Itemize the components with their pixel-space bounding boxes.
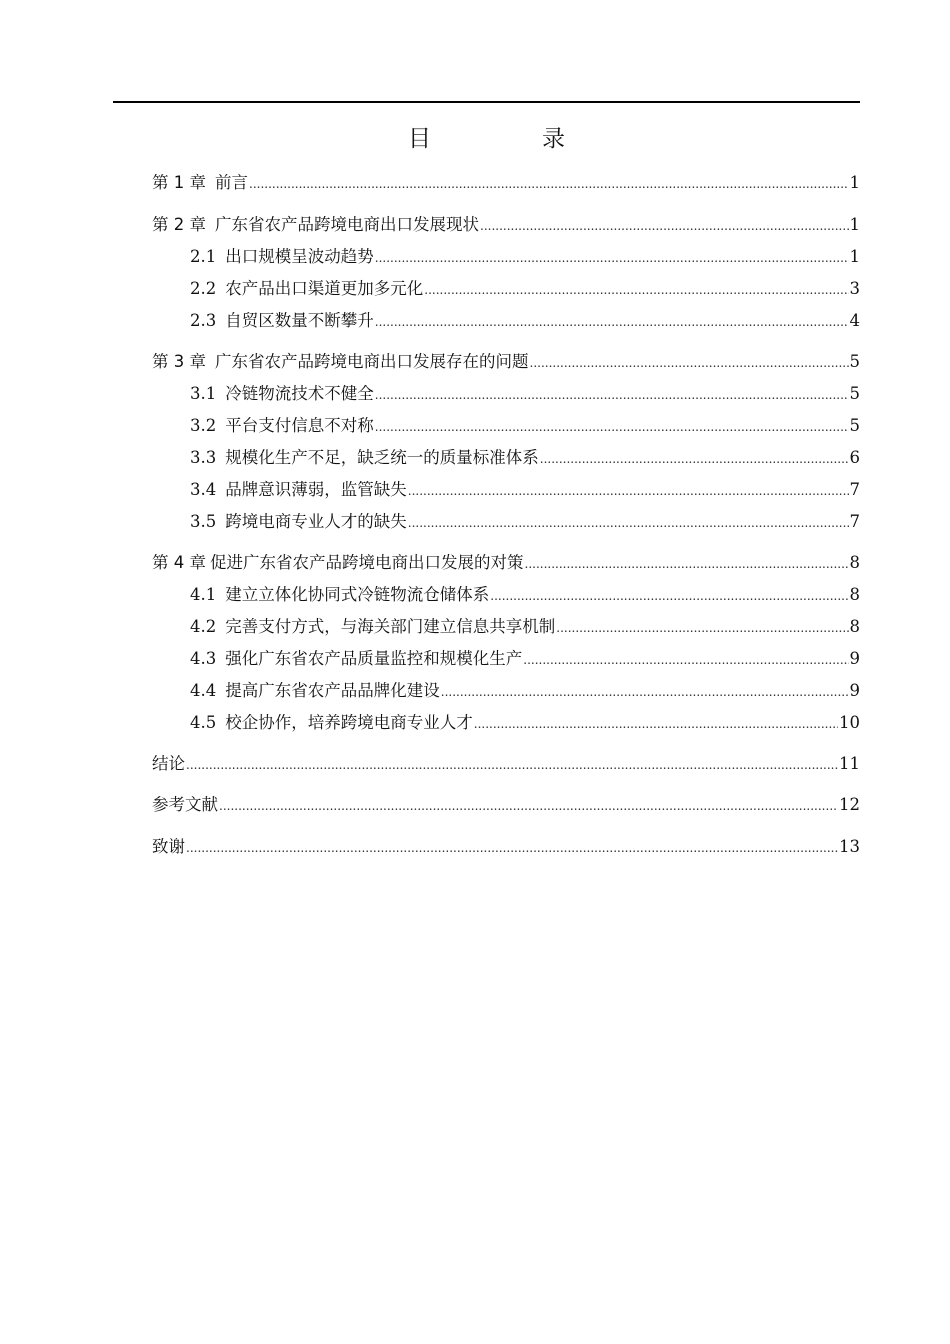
toc-entry-chapter-4[interactable]	[152, 551, 860, 576]
toc-title: 目 录	[408, 126, 609, 152]
toc-entry-text	[152, 793, 218, 817]
toc-entry-number: 第 2 章	[152, 215, 206, 234]
toc-dot-leader	[375, 310, 849, 334]
toc-entry-page: 9	[849, 681, 860, 700]
toc-entry-number: 3.2	[190, 416, 217, 435]
toc-entry-section-3-4[interactable]	[190, 478, 860, 503]
toc-entry-number: 2.1	[190, 247, 217, 266]
toc-entry-title: 冷链物流技术不健全	[225, 384, 374, 403]
toc-entry-page: 5	[849, 352, 860, 371]
toc-entry-text	[190, 615, 555, 639]
toc-dot-leader	[408, 479, 849, 503]
toc-entry-number: 3.4	[190, 480, 217, 499]
toc-entry-text	[190, 711, 473, 735]
toc-dot-leader	[219, 794, 838, 818]
toc-entry-section-3-1[interactable]	[190, 382, 860, 407]
toc-entry-page: 12	[839, 795, 860, 814]
toc-entry-text	[190, 309, 374, 333]
toc-dot-leader	[186, 753, 838, 777]
toc-entry-page: 6	[849, 448, 860, 467]
toc-entry-page: 8	[849, 553, 860, 572]
toc-entry-number: 3.1	[190, 384, 217, 403]
toc-dot-leader	[375, 383, 849, 407]
toc-entry-title: 建立立体化协同式冷链物流仓储体系	[225, 585, 490, 604]
toc-entry-title: 完善支付方式，与海关部门建立信息共享机制	[225, 617, 556, 636]
toc-entry-page: 13	[839, 837, 860, 856]
toc-entry-references[interactable]	[152, 793, 860, 818]
toc-entry-text	[190, 647, 522, 671]
toc-entry-section-4-4[interactable]	[190, 679, 860, 704]
toc-entry-page: 7	[849, 480, 860, 499]
toc-dot-leader	[375, 415, 849, 439]
toc-entry-page: 5	[849, 384, 860, 403]
toc-entry-page: 3	[849, 279, 860, 298]
toc-entry-page: 4	[849, 311, 860, 330]
toc-dot-leader	[480, 214, 849, 238]
toc-dot-leader	[375, 246, 849, 270]
toc-dot-leader	[186, 836, 838, 860]
toc-entry-text	[152, 551, 524, 575]
toc-entry-title: 规模化生产不足，缺乏统一的质量标准体系	[225, 448, 539, 467]
toc-entry-text	[152, 213, 479, 237]
toc-dot-leader	[525, 552, 849, 576]
toc-entry-number: 2.2	[190, 279, 217, 298]
toc-dot-leader	[530, 351, 849, 375]
toc-entry-page: 5	[849, 416, 860, 435]
toc-entry-page: 1	[849, 215, 860, 234]
toc-entry-section-3-2[interactable]	[190, 414, 860, 439]
toc-entry-title: 促进广东省农产品跨境电商出口发展的对策	[210, 553, 524, 572]
toc-entry-number: 3.5	[190, 512, 217, 531]
toc-entry-text	[190, 382, 374, 406]
toc-entry-text	[152, 835, 185, 859]
toc-entry-number: 第 4 章	[152, 553, 206, 572]
toc-entry-section-3-3[interactable]	[190, 446, 860, 471]
toc-entry-page: 8	[849, 617, 860, 636]
toc-entry-page: 1	[849, 173, 860, 192]
toc-entry-title: 结论	[152, 754, 185, 773]
toc-entry-number: 2.3	[190, 311, 217, 330]
toc-dot-leader	[523, 648, 848, 672]
toc-dot-leader	[424, 278, 848, 302]
toc-entry-number: 第 3 章	[152, 352, 206, 371]
toc-entry-section-4-3[interactable]	[190, 647, 860, 672]
toc-entry-page: 8	[849, 585, 860, 604]
toc-dot-leader	[249, 172, 849, 196]
toc-entry-page: 9	[849, 649, 860, 668]
toc-entry-chapter-2[interactable]	[152, 213, 860, 238]
toc-entry-text	[190, 478, 407, 502]
toc-entry-page: 1	[849, 247, 860, 266]
toc-dot-leader	[441, 680, 849, 704]
toc-dot-leader	[408, 511, 849, 535]
toc-entry-text	[190, 679, 440, 703]
toc-entry-title: 前言	[215, 173, 248, 192]
toc-entry-chapter-1[interactable]	[152, 171, 860, 196]
toc-entry-title: 广东省农产品跨境电商出口发展现状	[215, 215, 479, 234]
toc-entry-acknowledgements[interactable]	[152, 835, 860, 860]
toc-entry-title: 致谢	[152, 837, 185, 856]
toc-entry-title: 平台支付信息不对称	[225, 416, 374, 435]
toc-entry-title: 提高广东省农产品品牌化建设	[225, 681, 440, 700]
toc-entry-section-4-5[interactable]	[190, 711, 860, 736]
toc-entry-title: 农产品出口渠道更加多元化	[225, 279, 424, 298]
toc-entry-text	[190, 277, 423, 301]
toc-entry-title: 品牌意识薄弱，监管缺失	[225, 480, 407, 499]
toc-entry-page: 10	[839, 713, 860, 732]
toc-entry-page: 7	[849, 512, 860, 531]
toc-entry-title: 自贸区数量不断攀升	[225, 311, 374, 330]
toc-entry-title: 参考文献	[152, 795, 218, 814]
toc-entry-title: 校企协作，培养跨境电商专业人才	[225, 713, 473, 732]
toc-entry-text	[190, 510, 407, 534]
toc-entry-title: 强化广东省农产品质量监控和规模化生产	[225, 649, 523, 668]
toc-entry-title: 出口规模呈波动趋势	[225, 247, 374, 266]
toc-entry-page: 11	[839, 754, 860, 773]
toc-entry-number: 4.2	[190, 617, 217, 636]
toc-entry-number: 4.3	[190, 649, 217, 668]
toc-entry-number: 4.4	[190, 681, 217, 700]
toc-entry-text	[190, 446, 539, 470]
toc-entry-section-2-2[interactable]	[190, 277, 860, 302]
toc-entry-section-4-2[interactable]	[190, 615, 860, 640]
toc-entry-number: 4.5	[190, 713, 217, 732]
toc-dot-leader	[490, 584, 848, 608]
toc-dot-leader	[540, 447, 849, 471]
toc-entry-number: 3.3	[190, 448, 217, 467]
toc-dot-leader	[474, 712, 838, 736]
toc-entry-section-2-3[interactable]	[190, 309, 860, 334]
toc-entry-text	[152, 350, 529, 374]
toc-dot-leader	[556, 616, 848, 640]
toc-entry-title: 跨境电商专业人才的缺失	[225, 512, 407, 531]
toc-entry-number: 第 1 章	[152, 173, 206, 192]
toc-entry-text	[190, 414, 374, 438]
toc-entry-section-3-5[interactable]	[190, 510, 860, 535]
toc-entry-section-4-1[interactable]	[190, 583, 860, 608]
toc-entry-chapter-3[interactable]	[152, 350, 860, 375]
toc-entry-number: 4.1	[190, 585, 217, 604]
toc-entry-text	[190, 245, 374, 269]
toc-entry-text	[152, 752, 185, 776]
toc-entry-text	[190, 583, 489, 607]
toc-entry-text	[152, 171, 248, 195]
toc-entry-conclusion[interactable]	[152, 752, 860, 777]
toc-entry-section-2-1[interactable]	[190, 245, 860, 270]
toc-entry-title: 广东省农产品跨境电商出口发展存在的问题	[215, 352, 529, 371]
